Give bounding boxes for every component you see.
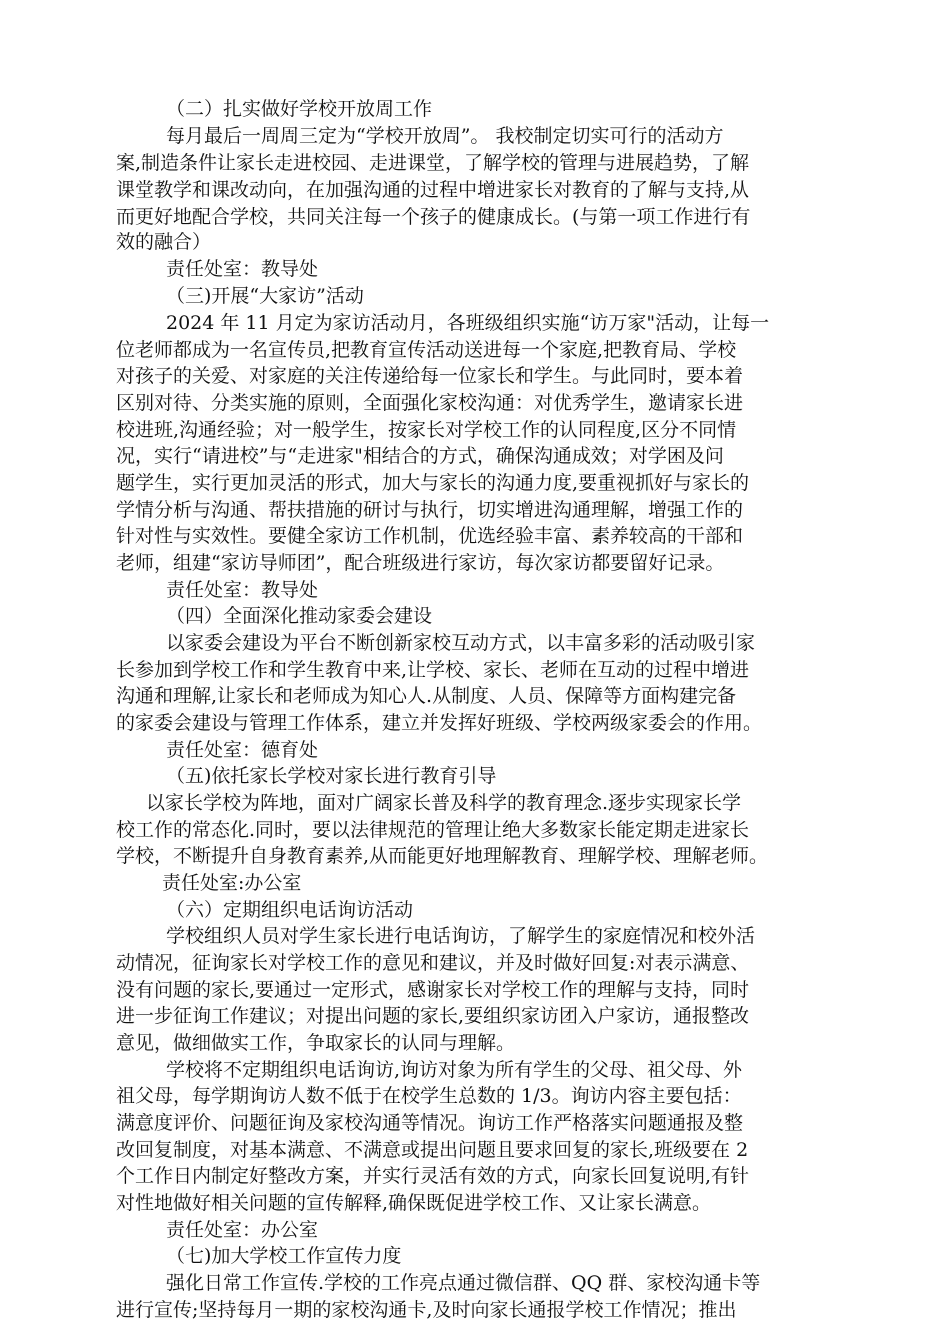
paragraph-line: 对性地做好相关问题的宣传解释,确保既促进学校工作、又让家长满意。 <box>116 1192 712 1214</box>
section-heading-4: （四）全面深化推动家委会建设 <box>166 605 433 627</box>
paragraph-line: 意见，做细做实工作，争取家长的认同与理解。 <box>116 1032 516 1054</box>
paragraph-line: 没有问题的家长,要通过一定形式，感谢家长对学校工作的理解与支持，同时 <box>116 979 750 1001</box>
section-heading-5: （五)依托家长学校对家长进行教育引导 <box>166 765 497 787</box>
paragraph-line: 对孩子的关爱、对家庭的关注传递给每一位家长和学生。与此同时，要本着 <box>116 365 744 387</box>
section-heading-2: （二）扎实做好学校开放周工作 <box>166 98 433 120</box>
paragraph-line: 以家委会建设为平台不断创新家校互动方式，以丰富多彩的活动吸引家 <box>166 632 756 654</box>
paragraph-line: 针对性与实效性。要健全家访工作机制，优选经验丰富、素养较高的干部和 <box>116 525 744 547</box>
paragraph-line: 祖父母，每学期询访人数不低于在校学生总数的 1/3。询访内容主要包括： <box>116 1085 742 1107</box>
section-heading-7: （七)加大学校工作宣传力度 <box>166 1245 402 1267</box>
paragraph-line: 效的融合） <box>116 231 212 253</box>
section-heading-6: （六）定期组织电话询访活动 <box>166 899 414 921</box>
paragraph-line: 强化日常工作宣传.学校的工作亮点通过微信群、QQ 群、家校沟通卡等 <box>166 1272 761 1294</box>
paragraph-line: 区别对待、分类实施的原则，全面强化家校沟通：对优秀学生，邀请家长进 <box>116 392 744 414</box>
paragraph-line: 的家委会建设与管理工作体系，建立并发挥好班级、学校两级家委会的作用。 <box>116 712 763 734</box>
paragraph-line: 而更好地配合学校，共同关注每一个孩子的健康成长。(与第一项工作进行有 <box>116 206 751 228</box>
paragraph-line: 长参加到学校工作和学生教育中来,让学校、家长、老师在互动的过程中增进 <box>116 659 750 681</box>
responsible-office: 责任处室：教导处 <box>166 579 319 601</box>
paragraph-line: 课堂教学和课改动向，在加强沟通的过程中增进家长对教育的了解与支持,从 <box>116 179 750 201</box>
paragraph-line: 进行宣传;坚持每月一期的家校沟通卡,及时向家长通报学校工作情况；推出 <box>116 1299 737 1321</box>
paragraph-line: 进一步征询工作建议；对提出问题的家长,要组织家访团入户家访，通报整改 <box>116 1005 750 1027</box>
responsible-office: 责任处室：教导处 <box>166 258 319 280</box>
section-heading-3: （三)开展“大家访”活动 <box>166 285 364 307</box>
paragraph-line: 学校，不断提升自身教育素养,从而能更好地理解教育、理解学校、理解老师。 <box>116 845 769 867</box>
paragraph-line: 校进班,沟通经验；对一般学生，按家长对学校工作的认同程度,区分不同情 <box>116 419 737 441</box>
paragraph-line: 案,制造条件让家长走进校园、走进课堂，了解学校的管理与进展趋势，了解 <box>116 152 750 174</box>
paragraph-line: 学校将不定期组织电话询访,询访对象为所有学生的父母、祖父母、外 <box>166 1059 743 1081</box>
responsible-office: 责任处室：德育处 <box>166 739 319 761</box>
paragraph-line: 老师，组建“家访导师团”，配合班级进行家访，每次家访都要留好记录。 <box>116 552 725 574</box>
paragraph-line: 满意度评价、问题征询及家校沟通等情况。询访工作严格落实问题通报及整 <box>116 1112 744 1134</box>
paragraph-line: 2024 年 11 月定为家访活动月，各班级组织实施“访万家"活动，让每一 <box>166 312 770 334</box>
paragraph-line: 校工作的常态化.同时，要以法律规范的管理让绝大多数家长能定期走进家长 <box>116 819 750 841</box>
responsible-office: 责任处室:办公室 <box>162 872 302 894</box>
paragraph-line: 学情分析与沟通、帮扶措施的研讨与执行，切实增进沟通理解，增强工作的 <box>116 499 744 521</box>
responsible-office: 责任处室：办公室 <box>166 1219 319 1241</box>
paragraph-line: 改回复制度，对基本满意、不满意或提出问题且要求回复的家长,班级要在 2 <box>116 1139 749 1161</box>
paragraph-line: 个工作日内制定好整改方案，并实行灵活有效的方式，向家长回复说明,有针 <box>116 1165 750 1187</box>
paragraph-line: 况，实行“请进校”与“走进家"相结合的方式，确保沟通成效；对学困及问 <box>116 445 724 467</box>
paragraph-line: 位老师都成为一名宣传员,把教育宣传活动送进每一个家庭,把教育局、学校 <box>116 339 737 361</box>
paragraph-line: 每月最后一周周三定为“学校开放周”。 我校制定切实可行的活动方 <box>166 125 724 147</box>
paragraph-line: 以家长学校为阵地，面对广阔家长普及科学的教育理念.逐步实现家长学 <box>146 792 742 814</box>
paragraph-line: 动情况，征询家长对学校工作的意见和建议，并及时做好回复:对表示满意、 <box>116 952 750 974</box>
paragraph-line: 题学生，实行更加灵活的形式，加大与家长的沟通力度,要重视抓好与家长的 <box>116 472 750 494</box>
paragraph-line: 沟通和理解,让家长和老师成为知心人.从制度、人员、保障等方面构建完备 <box>116 685 737 707</box>
paragraph-line: 学校组织人员对学生家长进行电话询访，了解学生的家庭情况和校外活 <box>166 925 756 947</box>
